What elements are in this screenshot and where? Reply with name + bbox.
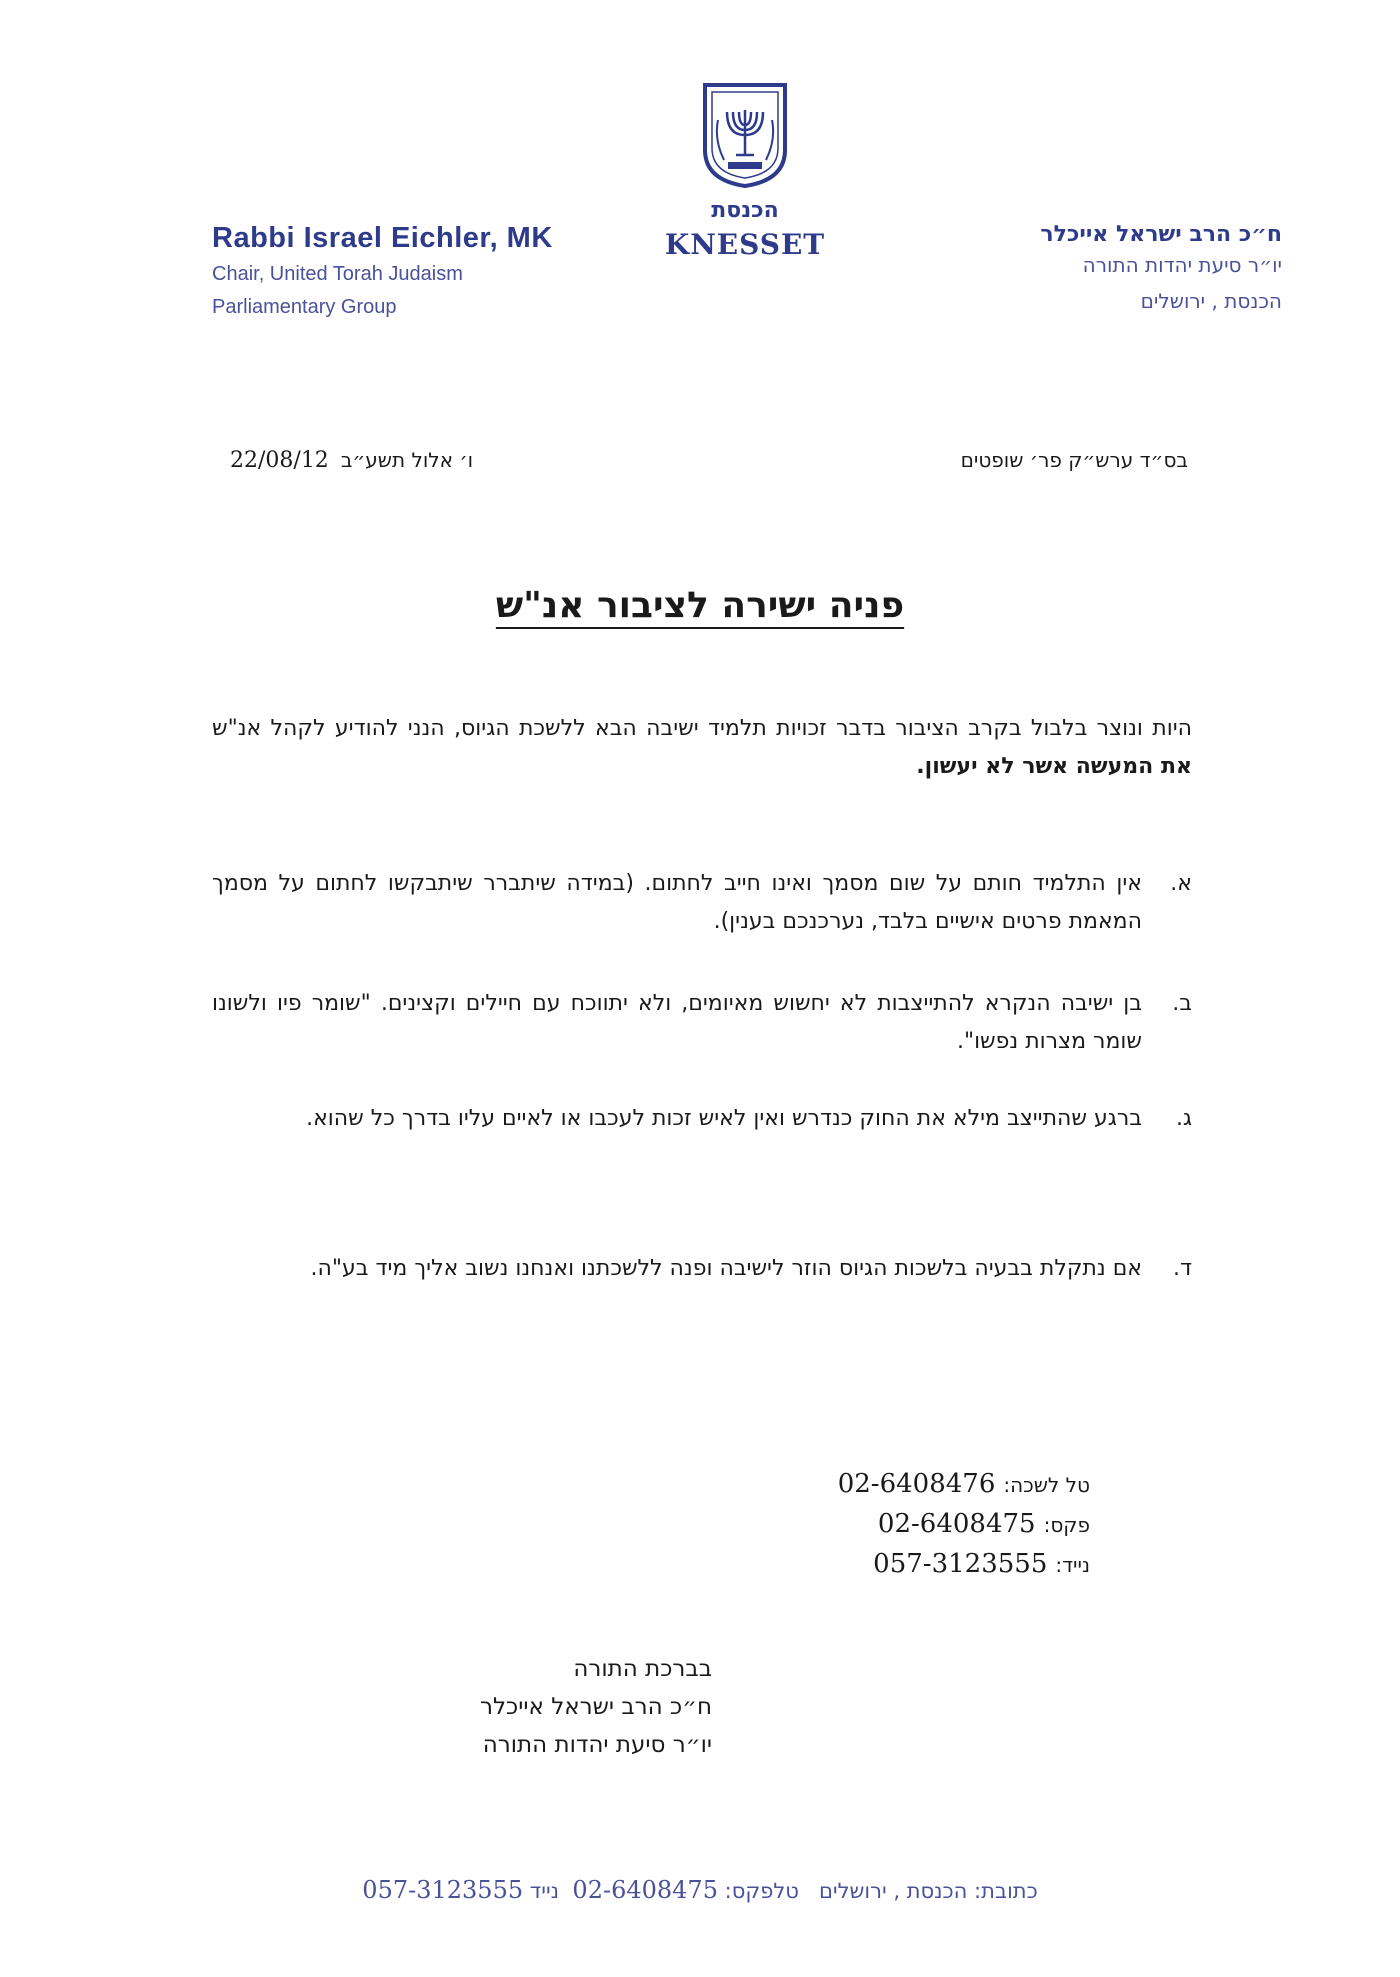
knesset-emblem-icon: [700, 80, 790, 190]
list-item-text: בן ישיבה הנקרא להתייצבות לא יחשוש מאיומים, ולא יתווכח עם חיילים וקצינים. "שומר פיו ולשונו שומר מצרות נפשו".: [212, 991, 1142, 1054]
contact-office-row: טל לשכה:02-6408476: [837, 1469, 1090, 1499]
footer-mobile-label: נייד: [529, 1879, 560, 1903]
signature-title: יו״ר סיעת יהדות התורה: [482, 1732, 712, 1758]
list-marker: א.: [1170, 871, 1192, 896]
list-marker: ד.: [1172, 1256, 1192, 1281]
intro-bold-text: את המעשה אשר לא יעשון.: [916, 754, 1192, 779]
signature-closing: בברכת התורה: [573, 1656, 712, 1682]
sender-name-hebrew: ח״כ הרב ישראל אייכלר: [1040, 222, 1282, 247]
letter-title: פניה ישירה לציבור אנ"ש: [495, 585, 905, 626]
list-item: [212, 1100, 1192, 1138]
list-marker: ג.: [1175, 1106, 1192, 1131]
signature-block: [212, 1650, 712, 1764]
hebrew-letterhead: [862, 222, 1282, 319]
fax-number: 02-6408475: [877, 1509, 1036, 1539]
list-marker: ב.: [1172, 991, 1192, 1016]
signature-name: ח״כ הרב ישראל אייכלר: [480, 1694, 712, 1720]
list-item: [212, 985, 1192, 1061]
sender-location-hebrew: הכנסת , ירושלים: [1140, 289, 1282, 313]
contact-mobile-row: נייד:057-3123555: [873, 1549, 1090, 1579]
list-item-text: אם נתקלת בבעיה בלשכות הגיוס הוזר לישיבה ופנה ללשכתנו ואנחנו נשוב אליך מיד בע"ה.: [310, 1256, 1142, 1281]
sender-role-english-line1: Chair, United Torah Judaism: [212, 263, 463, 285]
footer-address: כתובת: הכנסת , ירושלים: [818, 1879, 1038, 1903]
knesset-label-english: KNESSET: [664, 228, 826, 261]
footer-fax: 02-6408475: [572, 1876, 718, 1904]
knesset-label-hebrew: הכנסת: [711, 198, 779, 223]
sender-role-english-line2: Parliamentary Group: [212, 296, 397, 318]
mobile-number: 057-3123555: [873, 1549, 1048, 1579]
office-phone: 02-6408476: [837, 1469, 996, 1499]
footer-mobile: 057-3123555: [362, 1876, 524, 1904]
date-line: [230, 448, 473, 473]
contact-block: [838, 1465, 1090, 1585]
footer-fax-label: טלפקס:: [724, 1879, 799, 1903]
list-item-text: אין התלמיד חותם על שום מסמך ואינו חייב לחתום. (במידה שיתברר שיתבקשו לחתום על מסמך המאמת פרטים אישיים בלבד, נערכנכם בענין).: [212, 871, 1142, 934]
hebrew-date: ו׳ אלול תשע״ב: [340, 448, 474, 472]
intro-text: היות ונוצר בלבול בקרב הציבור בדבר זכויות תלמיד ישיבה הבא ללשכת הגיוס, הנני להודיע לקהל אנ"ש: [212, 716, 1192, 741]
list-item: [212, 865, 1192, 941]
list-item-text: ברגע שהתייצב מילא את החוק כנדרש ואין לאיש זכות לעכבו או לאיים עליו בדרך כל שהוא.: [306, 1106, 1142, 1131]
intro-paragraph: [212, 710, 1192, 786]
contact-fax-row: פקס:02-6408475: [877, 1509, 1090, 1539]
english-letterhead: [212, 222, 632, 321]
sender-role-hebrew: יו״ר סיעת יהדות התורה: [1082, 253, 1282, 277]
list-item: [212, 1250, 1192, 1288]
parasha-line: בס״ד ערש״ק פר׳ שופטים: [960, 448, 1188, 472]
gregorian-date: 22/08/12: [230, 448, 329, 473]
sender-name-english: Rabbi Israel Eichler, MK: [212, 222, 553, 254]
footer-contact: [0, 1876, 1400, 1904]
